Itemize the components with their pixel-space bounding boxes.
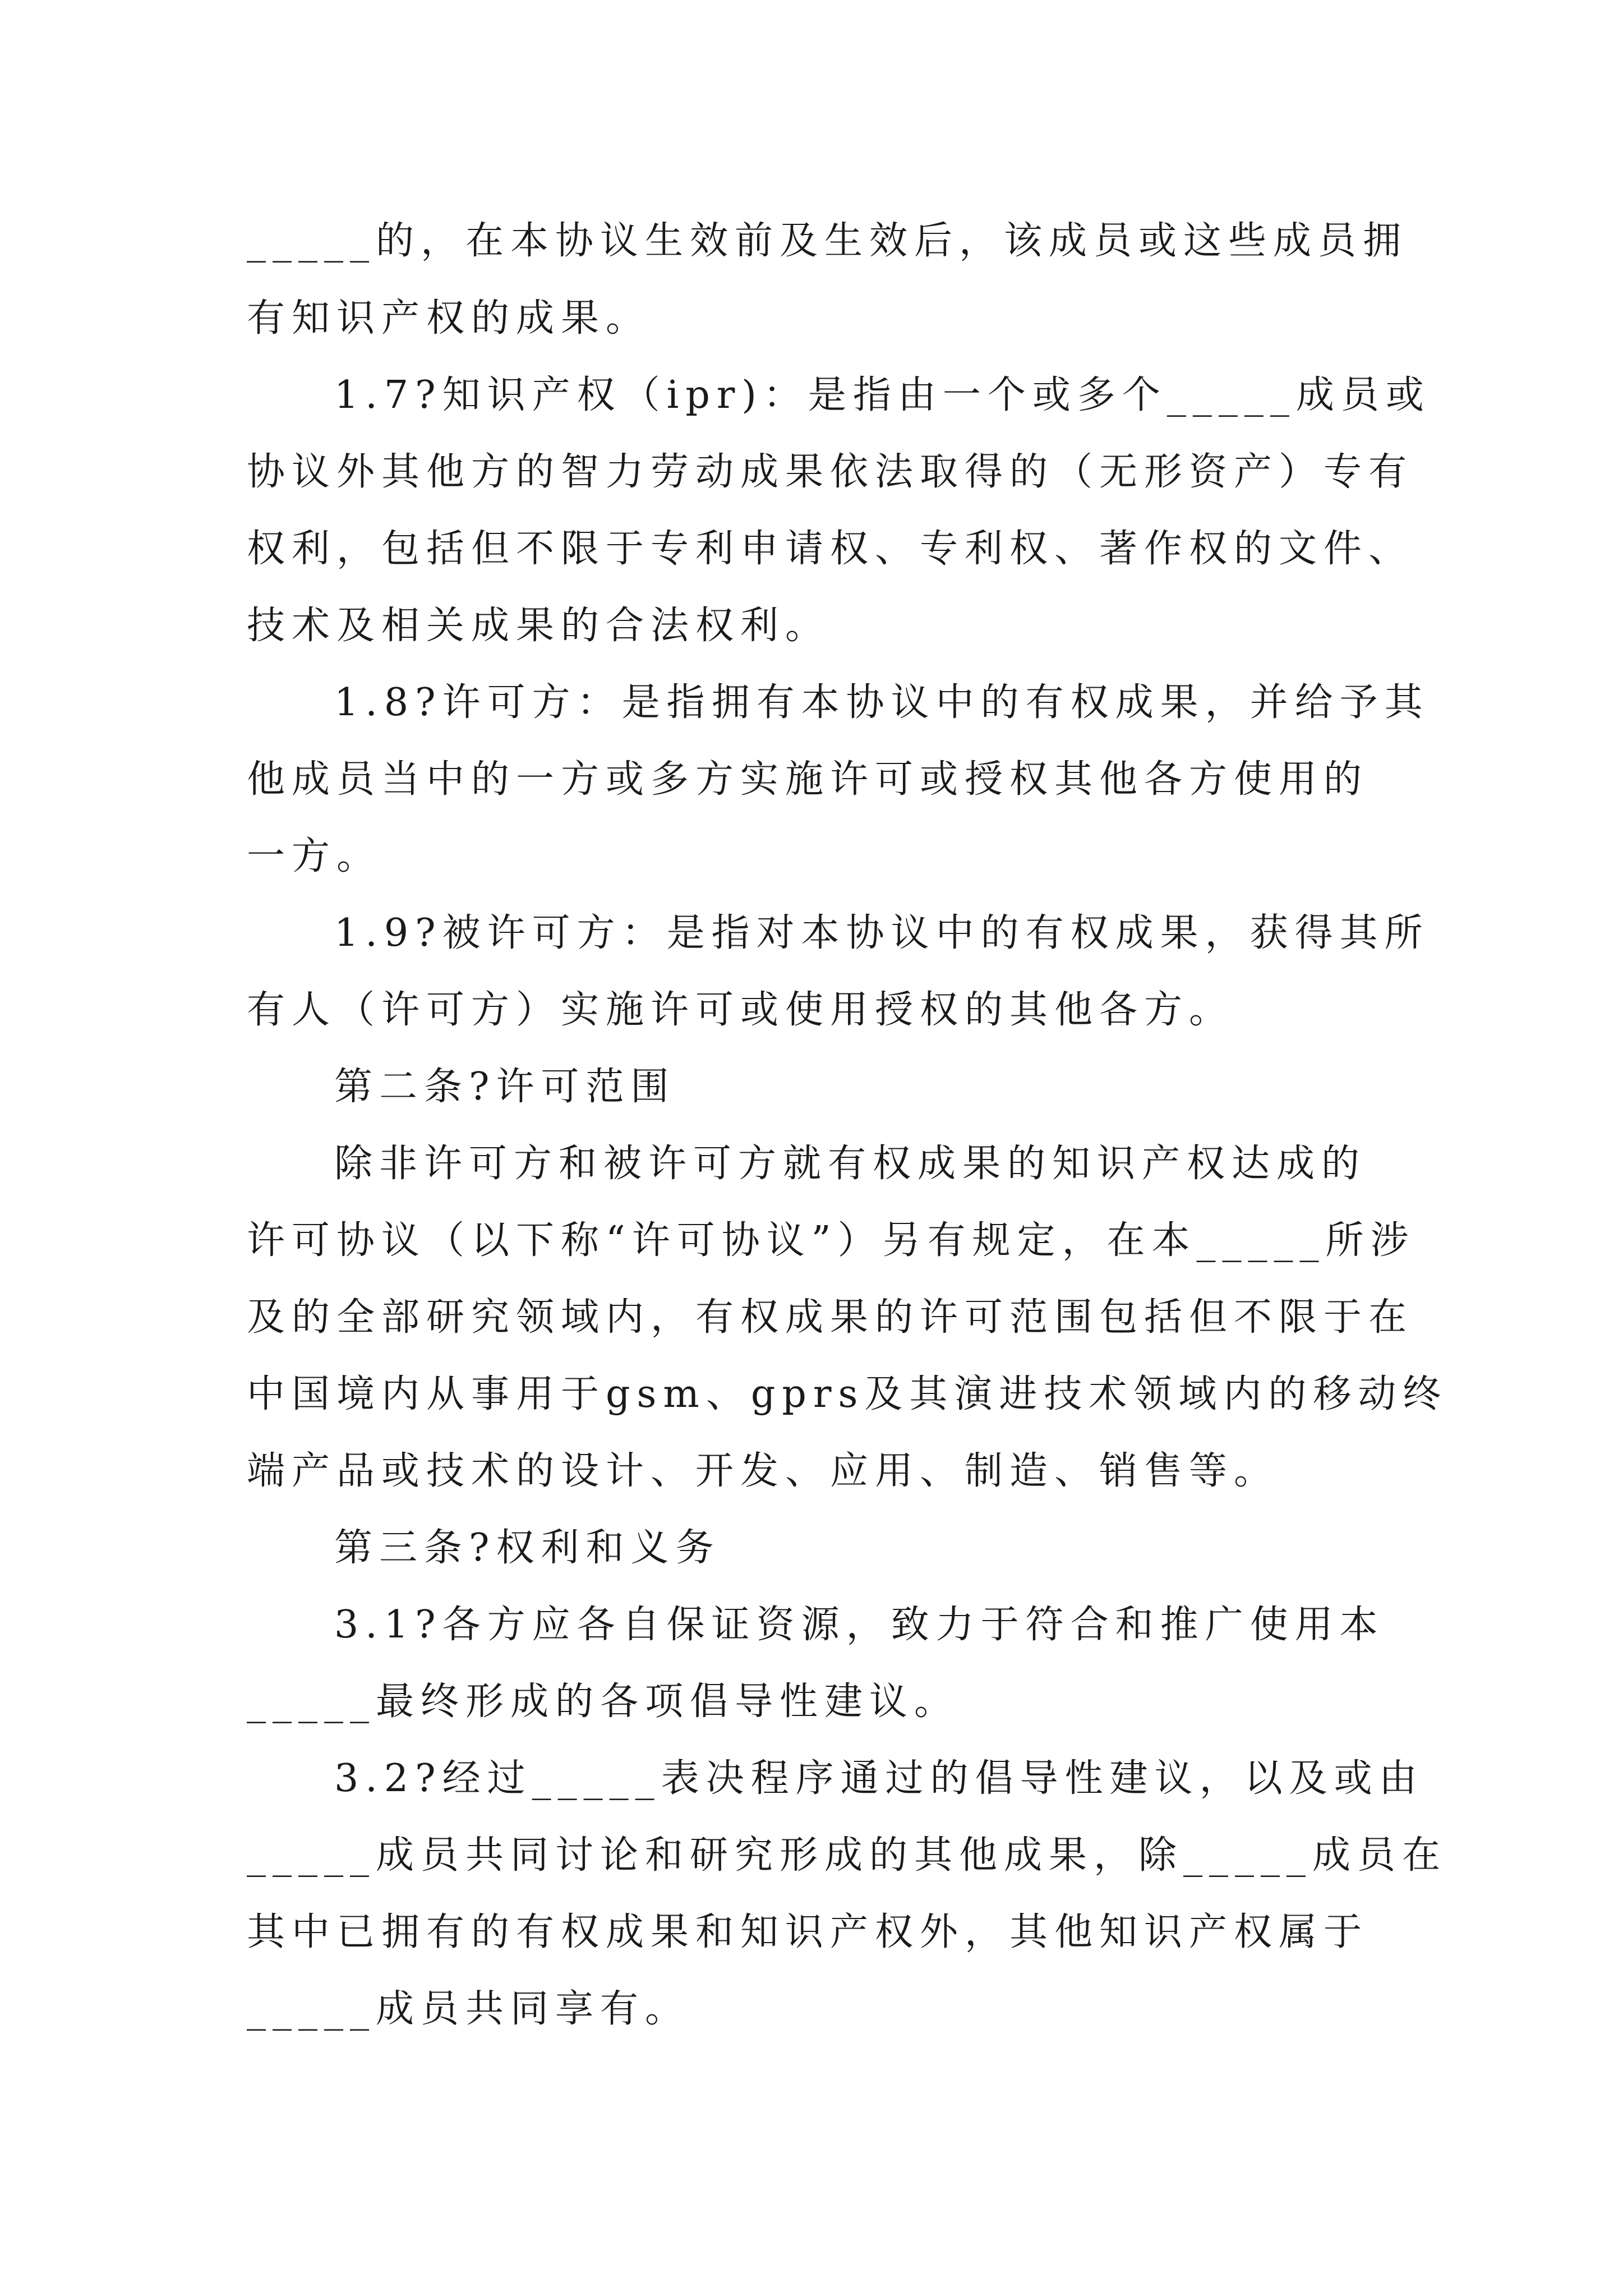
text-line: 他成员当中的一方或多方实施许可或授权其他各方使用的 (247, 757, 1369, 802)
text-line: 端产品或技术的设计、开发、应用、制造、销售等。 (247, 1449, 1279, 1493)
text-line: 一方。 (247, 834, 382, 878)
section-heading: 第三条?权利和义务 (334, 1526, 721, 1570)
text-line: _____成员共同享有。 (247, 1987, 690, 2031)
text-line: 3.1?各方应各自保证资源，致力于符合和推广使用本 (334, 1603, 1385, 1647)
text-line: 许可协议（以下称“许可协议”）另有规定，在本_____所涉 (247, 1218, 1415, 1263)
text-line: 1.9?被许可方：是指对本协议中的有权成果，获得其所 (334, 911, 1430, 955)
text-line: 协议外其他方的智力劳动成果依法取得的（无形资产）专有 (247, 450, 1414, 494)
text-line: 有知识产权的成果。 (247, 296, 651, 341)
text-line: 中国境内从事用于gsm、gprs及其演进技术领域内的移动终 (247, 1372, 1448, 1416)
text-line: 及的全部研究领域内，有权成果的许可范围包括但不限于在 (247, 1295, 1414, 1340)
text-line: 除非许可方和被许可方就有权成果的知识产权达成的 (334, 1142, 1367, 1186)
text-line: 1.7?知识产权（ipr)：是指由一个或多个_____成员或 (334, 373, 1431, 417)
text-line: _____的，在本协议生效前及生效后，该成员或这些成员拥 (247, 219, 1408, 263)
text-line: 权利，包括但不限于专利申请权、专利权、著作权的文件、 (247, 527, 1414, 571)
text-line: 技术及相关成果的合法权利。 (247, 604, 831, 648)
text-line: _____最终形成的各项倡导性建议。 (247, 1680, 960, 1724)
section-heading: 第二条?许可范围 (334, 1065, 676, 1109)
text-line: 有人（许可方）实施许可或使用授权的其他各方。 (247, 988, 1234, 1032)
text-line: _____成员共同讨论和研究形成的其他成果，除_____成员在 (247, 1833, 1447, 1878)
text-line: 3.2?经过_____表决程序通过的倡导性建议，以及或由 (334, 1756, 1424, 1801)
text-line: 其中已拥有的有权成果和知识产权外，其他知识产权属于 (247, 1910, 1369, 1954)
text-line: 1.8?许可方：是指拥有本协议中的有权成果，并给予其 (334, 680, 1430, 725)
